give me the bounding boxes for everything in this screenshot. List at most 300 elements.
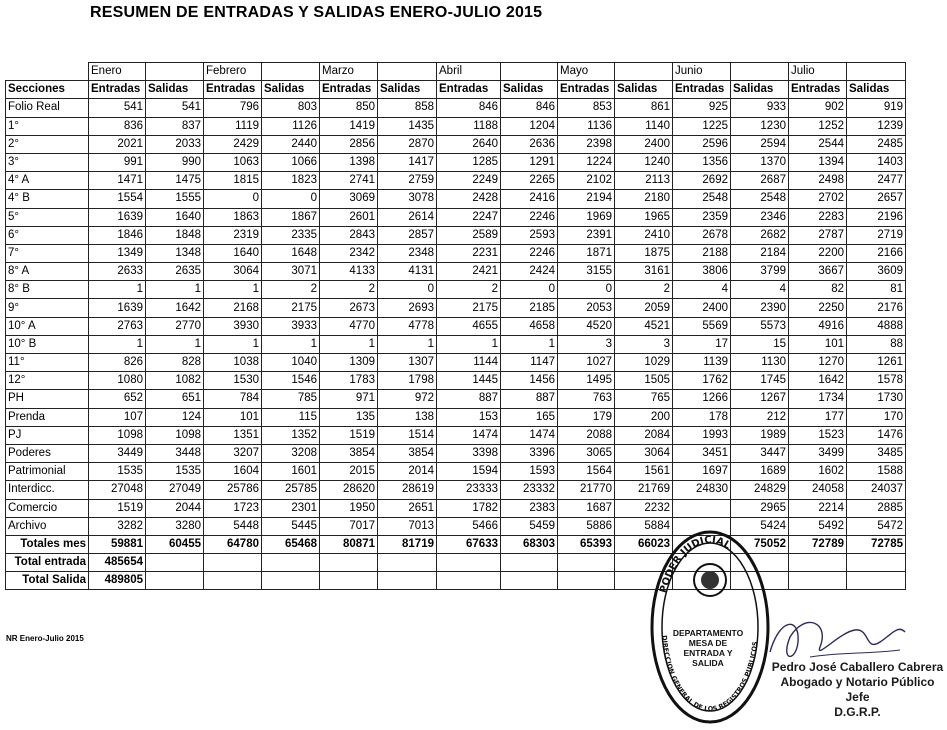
table-cell: 2185 [501, 299, 558, 317]
stamp-ring-top: PODER JUDICIAL [658, 534, 733, 595]
table-cell: 1 [204, 335, 262, 353]
table-cell: 4916 [789, 317, 847, 335]
empty-cell [558, 554, 615, 572]
table-cell: 846 [437, 99, 501, 117]
table-cell: 1950 [320, 499, 378, 517]
table-cell: 971 [320, 390, 378, 408]
row-label: Comercio [6, 499, 89, 517]
month-header-spacer [501, 63, 558, 81]
table-cell: 1 [146, 281, 204, 299]
table-cell: 1 [89, 335, 146, 353]
table-cell: 1561 [615, 463, 673, 481]
summary-table [5, 62, 906, 590]
table-cell: 2246 [501, 244, 558, 262]
table-cell: 1642 [146, 299, 204, 317]
table-cell: 1642 [789, 372, 847, 390]
table-row [6, 190, 906, 208]
table-cell: 1687 [558, 499, 615, 517]
table-cell: 828 [146, 354, 204, 372]
table-cell: 2544 [789, 135, 847, 153]
table-cell: 1475 [146, 172, 204, 190]
empty-cell [437, 554, 501, 572]
total-cell: 68303 [501, 535, 558, 553]
table-cell: 7013 [378, 517, 437, 535]
table-cell: 1989 [731, 426, 789, 444]
row-label: 6° [6, 226, 89, 244]
table-cell: 1029 [615, 354, 673, 372]
table-row [6, 335, 906, 353]
table-cell: 24058 [789, 481, 847, 499]
table-cell: 1762 [673, 372, 731, 390]
table-cell: 3071 [262, 263, 320, 281]
table-cell: 2 [437, 281, 501, 299]
table-cell: 1588 [847, 463, 906, 481]
table-row [6, 426, 906, 444]
table-cell: 5886 [558, 517, 615, 535]
table-row [6, 135, 906, 153]
total-cell: 66023 [615, 535, 673, 553]
table-cell: 796 [204, 99, 262, 117]
table-cell: 2763 [89, 317, 146, 335]
table-cell: 24037 [847, 481, 906, 499]
total-cell: 65468 [262, 535, 320, 553]
table-cell: 925 [673, 99, 731, 117]
row-label: Archivo [6, 517, 89, 535]
row-label: 10° A [6, 317, 89, 335]
table-cell: 2390 [731, 299, 789, 317]
table-cell: 2015 [320, 463, 378, 481]
table-cell: 2428 [437, 190, 501, 208]
table-cell: 25785 [262, 481, 320, 499]
table-cell: 3451 [673, 444, 731, 462]
table-cell: 3207 [204, 444, 262, 462]
table-cell: 2400 [615, 135, 673, 153]
empty-cell [204, 572, 262, 590]
month-header-spacer [262, 63, 320, 81]
table-cell: 1040 [262, 354, 320, 372]
table-cell: 850 [320, 99, 378, 117]
table-cell: 2301 [262, 499, 320, 517]
month-header: Marzo [320, 63, 378, 81]
table-cell: 1640 [204, 244, 262, 262]
table-cell: 2250 [789, 299, 847, 317]
table-cell: 2200 [789, 244, 847, 262]
row-label: 7° [6, 244, 89, 262]
table-cell: 124 [146, 408, 204, 426]
table-cell: 23333 [437, 481, 501, 499]
table-cell: 1225 [673, 117, 731, 135]
table-cell: 1419 [320, 117, 378, 135]
row-label: 8° B [6, 281, 89, 299]
empty-cell [378, 572, 437, 590]
table-cell: 846 [501, 99, 558, 117]
table-cell: 2682 [731, 226, 789, 244]
table-cell: 1519 [89, 499, 146, 517]
table-cell: 1815 [204, 172, 262, 190]
table-row [6, 226, 906, 244]
table-cell: 2088 [558, 426, 615, 444]
table-cell: 2673 [320, 299, 378, 317]
table-cell: 3208 [262, 444, 320, 462]
table-cell: 902 [789, 99, 847, 117]
table-cell: 2113 [615, 172, 673, 190]
row-label: 1° [6, 117, 89, 135]
month-header-spacer [146, 63, 204, 81]
table-cell: 1 [501, 335, 558, 353]
table-cell: 2319 [204, 226, 262, 244]
empty-cell [146, 554, 204, 572]
table-cell: 2843 [320, 226, 378, 244]
column-header: Entradas [558, 81, 615, 99]
row-label: Interdicc. [6, 481, 89, 499]
table-cell: 2 [615, 281, 673, 299]
table-row [6, 99, 906, 117]
row-label: 4° A [6, 172, 89, 190]
table-cell: 1648 [262, 244, 320, 262]
table-cell: 15 [731, 335, 789, 353]
table-cell: 1204 [501, 117, 558, 135]
total-cell: 67633 [437, 535, 501, 553]
table-cell: 28619 [378, 481, 437, 499]
table-cell: 1098 [146, 426, 204, 444]
table-cell: 1445 [437, 372, 501, 390]
table-cell: 3161 [615, 263, 673, 281]
table-row [6, 172, 906, 190]
table-cell: 2265 [501, 172, 558, 190]
totals-label: Totales mes [6, 535, 89, 553]
table-cell: 2053 [558, 299, 615, 317]
table-cell: 3 [615, 335, 673, 353]
table-row [6, 153, 906, 171]
table-row [6, 208, 906, 226]
table-cell: 3933 [262, 317, 320, 335]
row-label: 5° [6, 208, 89, 226]
table-cell: 28620 [320, 481, 378, 499]
table-cell: 17 [673, 335, 731, 353]
table-cell: 1823 [262, 172, 320, 190]
table-cell: 1130 [731, 354, 789, 372]
month-header: Julio [789, 63, 847, 81]
row-label: Patrimonial [6, 463, 89, 481]
table-cell: 178 [673, 408, 731, 426]
table-cell: 3609 [847, 263, 906, 281]
month-header: Enero [89, 63, 146, 81]
table-cell: 2614 [378, 208, 437, 226]
signer-org: D.G.R.P. [834, 705, 881, 719]
empty-cell [847, 572, 906, 590]
table-cell: 2247 [437, 208, 501, 226]
table-cell: 1224 [558, 153, 615, 171]
table-cell: 1602 [789, 463, 847, 481]
empty-cell [378, 554, 437, 572]
table-cell: 2359 [673, 208, 731, 226]
table-cell: 785 [262, 390, 320, 408]
total-cell: 72789 [789, 535, 847, 553]
table-cell: 2184 [731, 244, 789, 262]
table-cell: 3064 [615, 444, 673, 462]
table-cell: 2283 [789, 208, 847, 226]
table-cell: 991 [89, 153, 146, 171]
table-cell: 1875 [615, 244, 673, 262]
column-header-row [6, 81, 906, 99]
month-header: Abril [437, 63, 501, 81]
stamp-line: MESA DE [688, 638, 728, 648]
table-row [6, 317, 906, 335]
row-label: PJ [6, 426, 89, 444]
table-cell: 541 [146, 99, 204, 117]
table-cell: 1640 [146, 208, 204, 226]
table-cell: 763 [558, 390, 615, 408]
table-row [6, 281, 906, 299]
table-cell: 2429 [204, 135, 262, 153]
table-cell: 0 [558, 281, 615, 299]
row-label: 9° [6, 299, 89, 317]
table-row [6, 481, 906, 499]
table-cell: 2398 [558, 135, 615, 153]
table-row [6, 444, 906, 462]
table-cell: 1239 [847, 117, 906, 135]
table-cell: 1370 [731, 153, 789, 171]
table-cell: 4770 [320, 317, 378, 335]
table-cell: 2601 [320, 208, 378, 226]
table-row [6, 354, 906, 372]
table-cell: 1291 [501, 153, 558, 171]
table-cell: 3485 [847, 444, 906, 462]
table-cell: 1348 [146, 244, 204, 262]
table-cell: 1 [204, 281, 262, 299]
table-cell: 4131 [378, 263, 437, 281]
table-cell: 652 [89, 390, 146, 408]
empty-cell [558, 572, 615, 590]
table-cell: 2693 [378, 299, 437, 317]
table-cell: 101 [789, 335, 847, 353]
row-label: PH [6, 390, 89, 408]
table-cell: 2196 [847, 208, 906, 226]
table-cell: 1082 [146, 372, 204, 390]
month-header-spacer [615, 63, 673, 81]
table-cell: 2188 [673, 244, 731, 262]
table-cell: 1 [89, 281, 146, 299]
table-cell: 5884 [615, 517, 673, 535]
table-cell: 3396 [501, 444, 558, 462]
table-cell: 1270 [789, 354, 847, 372]
table-cell: 3078 [378, 190, 437, 208]
table-cell: 2231 [437, 244, 501, 262]
empty-cell [262, 554, 320, 572]
column-header: Entradas [204, 81, 262, 99]
table-cell: 2400 [673, 299, 731, 317]
table-cell: 3282 [89, 517, 146, 535]
table-cell: 2596 [673, 135, 731, 153]
table-cell: 2246 [501, 208, 558, 226]
table-cell: 1523 [789, 426, 847, 444]
table-cell: 2635 [146, 263, 204, 281]
table-cell: 24829 [731, 481, 789, 499]
table-row [6, 408, 906, 426]
month-header: Febrero [204, 63, 262, 81]
table-cell: 2421 [437, 263, 501, 281]
table-cell: 1689 [731, 463, 789, 481]
table-cell: 2651 [378, 499, 437, 517]
signer-title: Jefe [845, 690, 870, 704]
page-title: RESUMEN DE ENTRADAS Y SALIDAS ENERO-JULIO 2015 [90, 4, 543, 21]
total-cell: 64780 [204, 535, 262, 553]
column-header: Entradas [89, 81, 146, 99]
table-cell: 1266 [673, 390, 731, 408]
table-cell: 972 [378, 390, 437, 408]
corner-cell [6, 63, 89, 81]
table-cell: 2014 [378, 463, 437, 481]
table-cell: 2633 [89, 263, 146, 281]
column-header: Entradas [673, 81, 731, 99]
table-cell: 2180 [615, 190, 673, 208]
total-cell: 65393 [558, 535, 615, 553]
table-cell: 1066 [262, 153, 320, 171]
table-cell: 2194 [558, 190, 615, 208]
column-header: Salidas [501, 81, 558, 99]
table-cell: 2342 [320, 244, 378, 262]
table-cell: 1119 [204, 117, 262, 135]
table-cell: 1309 [320, 354, 378, 372]
table-cell: 2391 [558, 226, 615, 244]
column-header: Secciones [6, 81, 89, 99]
table-cell: 170 [847, 408, 906, 426]
table-cell: 1 [146, 335, 204, 353]
table-row [6, 244, 906, 262]
table-cell: 2175 [262, 299, 320, 317]
table-cell: 2416 [501, 190, 558, 208]
table-cell: 2084 [615, 426, 673, 444]
column-header: Salidas [378, 81, 437, 99]
table-cell: 4 [731, 281, 789, 299]
table-cell: 3 [558, 335, 615, 353]
table-cell: 21769 [615, 481, 673, 499]
table-cell: 4658 [501, 317, 558, 335]
table-cell: 2593 [501, 226, 558, 244]
table-cell: 1783 [320, 372, 378, 390]
month-header: Mayo [558, 63, 615, 81]
table-cell: 2485 [847, 135, 906, 153]
table-cell: 651 [146, 390, 204, 408]
table-cell: 3499 [789, 444, 847, 462]
table-cell: 1514 [378, 426, 437, 444]
table-cell: 1351 [204, 426, 262, 444]
column-header: Entradas [437, 81, 501, 99]
table-cell: 88 [847, 335, 906, 353]
table-cell: 1307 [378, 354, 437, 372]
table-cell: 200 [615, 408, 673, 426]
table-cell: 2719 [847, 226, 906, 244]
table-cell: 3854 [378, 444, 437, 462]
table-cell: 27048 [89, 481, 146, 499]
signature-block [770, 660, 945, 720]
table-cell: 1398 [320, 153, 378, 171]
table-cell: 2 [262, 281, 320, 299]
table-cell: 3449 [89, 444, 146, 462]
table-cell: 1798 [378, 372, 437, 390]
column-header: Salidas [847, 81, 906, 99]
table-cell: 2594 [731, 135, 789, 153]
table-cell: 887 [501, 390, 558, 408]
table-cell: 1285 [437, 153, 501, 171]
table-cell: 2770 [146, 317, 204, 335]
table-cell: 1471 [89, 172, 146, 190]
table-cell: 0 [501, 281, 558, 299]
table-cell: 1871 [558, 244, 615, 262]
table-cell: 2885 [847, 499, 906, 517]
table-cell: 2702 [789, 190, 847, 208]
table-cell: 1969 [558, 208, 615, 226]
table-cell: 1027 [558, 354, 615, 372]
table-cell: 2589 [437, 226, 501, 244]
table-cell: 3448 [146, 444, 204, 462]
table-cell: 2166 [847, 244, 906, 262]
empty-cell [847, 554, 906, 572]
table-row [6, 372, 906, 390]
empty-cell [501, 572, 558, 590]
row-label: 2° [6, 135, 89, 153]
table-cell: 2348 [378, 244, 437, 262]
table-cell: 1456 [501, 372, 558, 390]
table-cell: 165 [501, 408, 558, 426]
table-cell: 0 [262, 190, 320, 208]
empty-cell [320, 554, 378, 572]
table-cell: 25786 [204, 481, 262, 499]
table-cell: 1267 [731, 390, 789, 408]
table-cell: 1564 [558, 463, 615, 481]
column-header: Salidas [731, 81, 789, 99]
table-cell: 1519 [320, 426, 378, 444]
signer-name: Pedro José Caballero Cabrera [771, 660, 944, 674]
table-cell: 1863 [204, 208, 262, 226]
table-cell: 4888 [847, 317, 906, 335]
total-cell: 81719 [378, 535, 437, 553]
total-cell: 59881 [89, 535, 146, 553]
table-cell: 1993 [673, 426, 731, 444]
table-cell: 861 [615, 99, 673, 117]
table-cell: 2965 [731, 499, 789, 517]
table-cell: 2692 [673, 172, 731, 190]
row-label: 3° [6, 153, 89, 171]
row-label: 8° A [6, 263, 89, 281]
column-header: Salidas [146, 81, 204, 99]
table-row [6, 463, 906, 481]
table-cell: 1848 [146, 226, 204, 244]
table-cell: 0 [204, 190, 262, 208]
table-cell: 765 [615, 390, 673, 408]
table-cell: 3069 [320, 190, 378, 208]
table-cell: 5424 [731, 517, 789, 535]
column-header: Entradas [320, 81, 378, 99]
table-cell: 5573 [731, 317, 789, 335]
empty-cell [320, 572, 378, 590]
table-cell: 1 [262, 335, 320, 353]
table-cell: 1394 [789, 153, 847, 171]
table-cell: 1261 [847, 354, 906, 372]
table-cell: 784 [204, 390, 262, 408]
table-cell: 1139 [673, 354, 731, 372]
table-cell: 4521 [615, 317, 673, 335]
table-cell: 135 [320, 408, 378, 426]
table-cell: 3065 [558, 444, 615, 462]
table-cell: 1723 [204, 499, 262, 517]
table-cell: 1252 [789, 117, 847, 135]
table-cell: 1 [320, 335, 378, 353]
table-cell: 5466 [437, 517, 501, 535]
table-cell: 2232 [615, 499, 673, 517]
grand-total-value: 489805 [89, 572, 146, 590]
table-cell: 2410 [615, 226, 673, 244]
